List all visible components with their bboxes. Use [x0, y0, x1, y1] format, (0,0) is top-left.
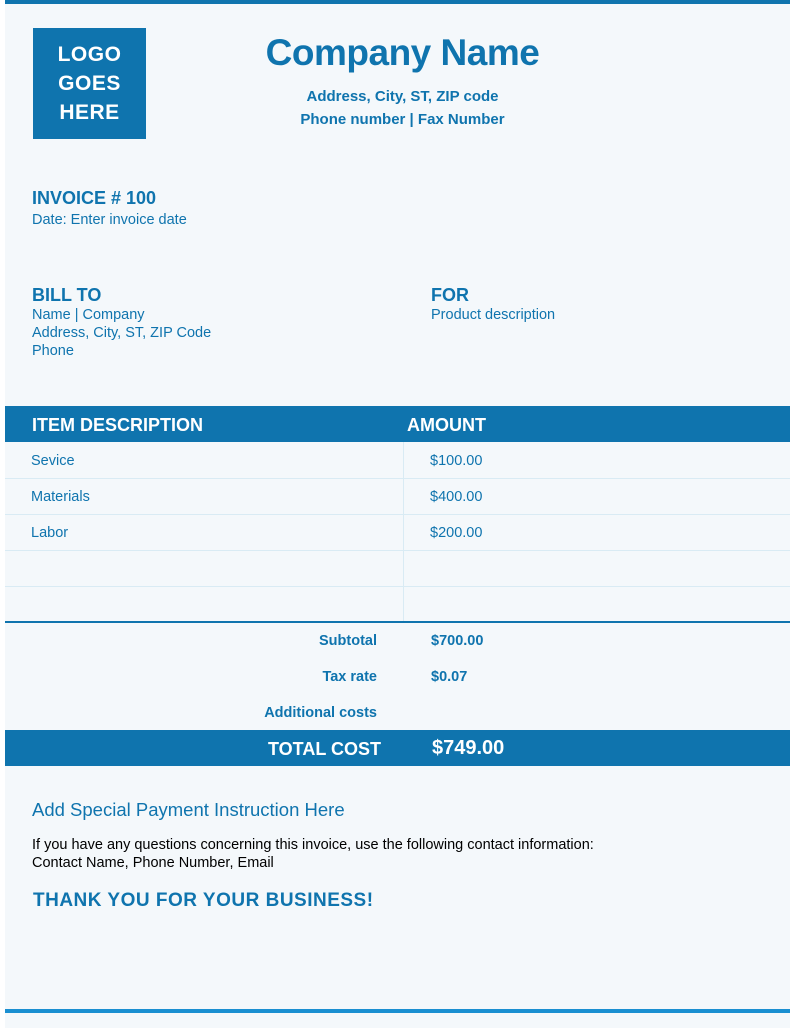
additional-costs-label: Additional costs: [264, 705, 377, 721]
item-amount: $200.00: [430, 525, 483, 541]
item-amount: $400.00: [430, 489, 483, 505]
bill-to-address: Address, City, ST, ZIP Code: [32, 325, 212, 341]
for-heading: FOR: [431, 285, 469, 305]
table-row: [5, 442, 790, 479]
table-row: [5, 478, 790, 515]
bill-to-phone: Phone: [32, 343, 74, 359]
table-row: [5, 586, 790, 622]
items-table-header: [5, 406, 790, 442]
subtotal-value: $700.00: [431, 633, 484, 649]
column-divider: [403, 442, 404, 621]
invoice-date: Date: Enter invoice date: [32, 212, 187, 228]
bottom-accent-bar: [5, 1009, 790, 1013]
company-name: Company Name: [265, 32, 540, 73]
table-bottom-rule: [5, 621, 790, 623]
bill-to-name-company: Name | Company: [32, 307, 145, 323]
subtotal-label: Subtotal: [319, 633, 377, 649]
invoice-number: INVOICE # 100: [32, 188, 157, 208]
item-description: Sevice: [31, 453, 75, 469]
company-address: Address, City, ST, ZIP code: [306, 88, 499, 105]
item-description: Labor: [31, 525, 69, 541]
contact-info-block: [32, 836, 594, 872]
company-phone-fax: Phone number | Fax Number: [300, 111, 505, 128]
item-amount: $100.00: [430, 453, 483, 469]
table-row: [5, 550, 790, 587]
top-accent-bar: [5, 0, 790, 4]
column-header-amount: AMOUNT: [407, 415, 486, 435]
contact-line: Contact Name, Phone Number, Email: [32, 855, 274, 871]
bill-to-heading: BILL TO: [32, 285, 102, 305]
item-description: Materials: [31, 489, 90, 505]
total-cost-label: TOTAL COST: [267, 739, 381, 759]
total-cost-bar: [5, 730, 790, 766]
table-row: [5, 514, 790, 551]
thank-you-message: THANK YOU FOR YOUR BUSINESS!: [33, 890, 374, 911]
column-header-description: ITEM DESCRIPTION: [32, 415, 204, 435]
tax-rate-value: $0.07: [431, 669, 468, 685]
special-payment-instruction: Add Special Payment Instruction Here: [32, 799, 345, 820]
questions-line: If you have any questions concerning this invoice, use the following contact information:: [32, 837, 594, 853]
tax-rate-label: Tax rate: [322, 669, 377, 685]
for-description: Product description: [431, 307, 556, 323]
logo-placeholder: LOGO GOES HERE: [33, 28, 146, 139]
total-cost-value: $749.00: [432, 737, 505, 759]
